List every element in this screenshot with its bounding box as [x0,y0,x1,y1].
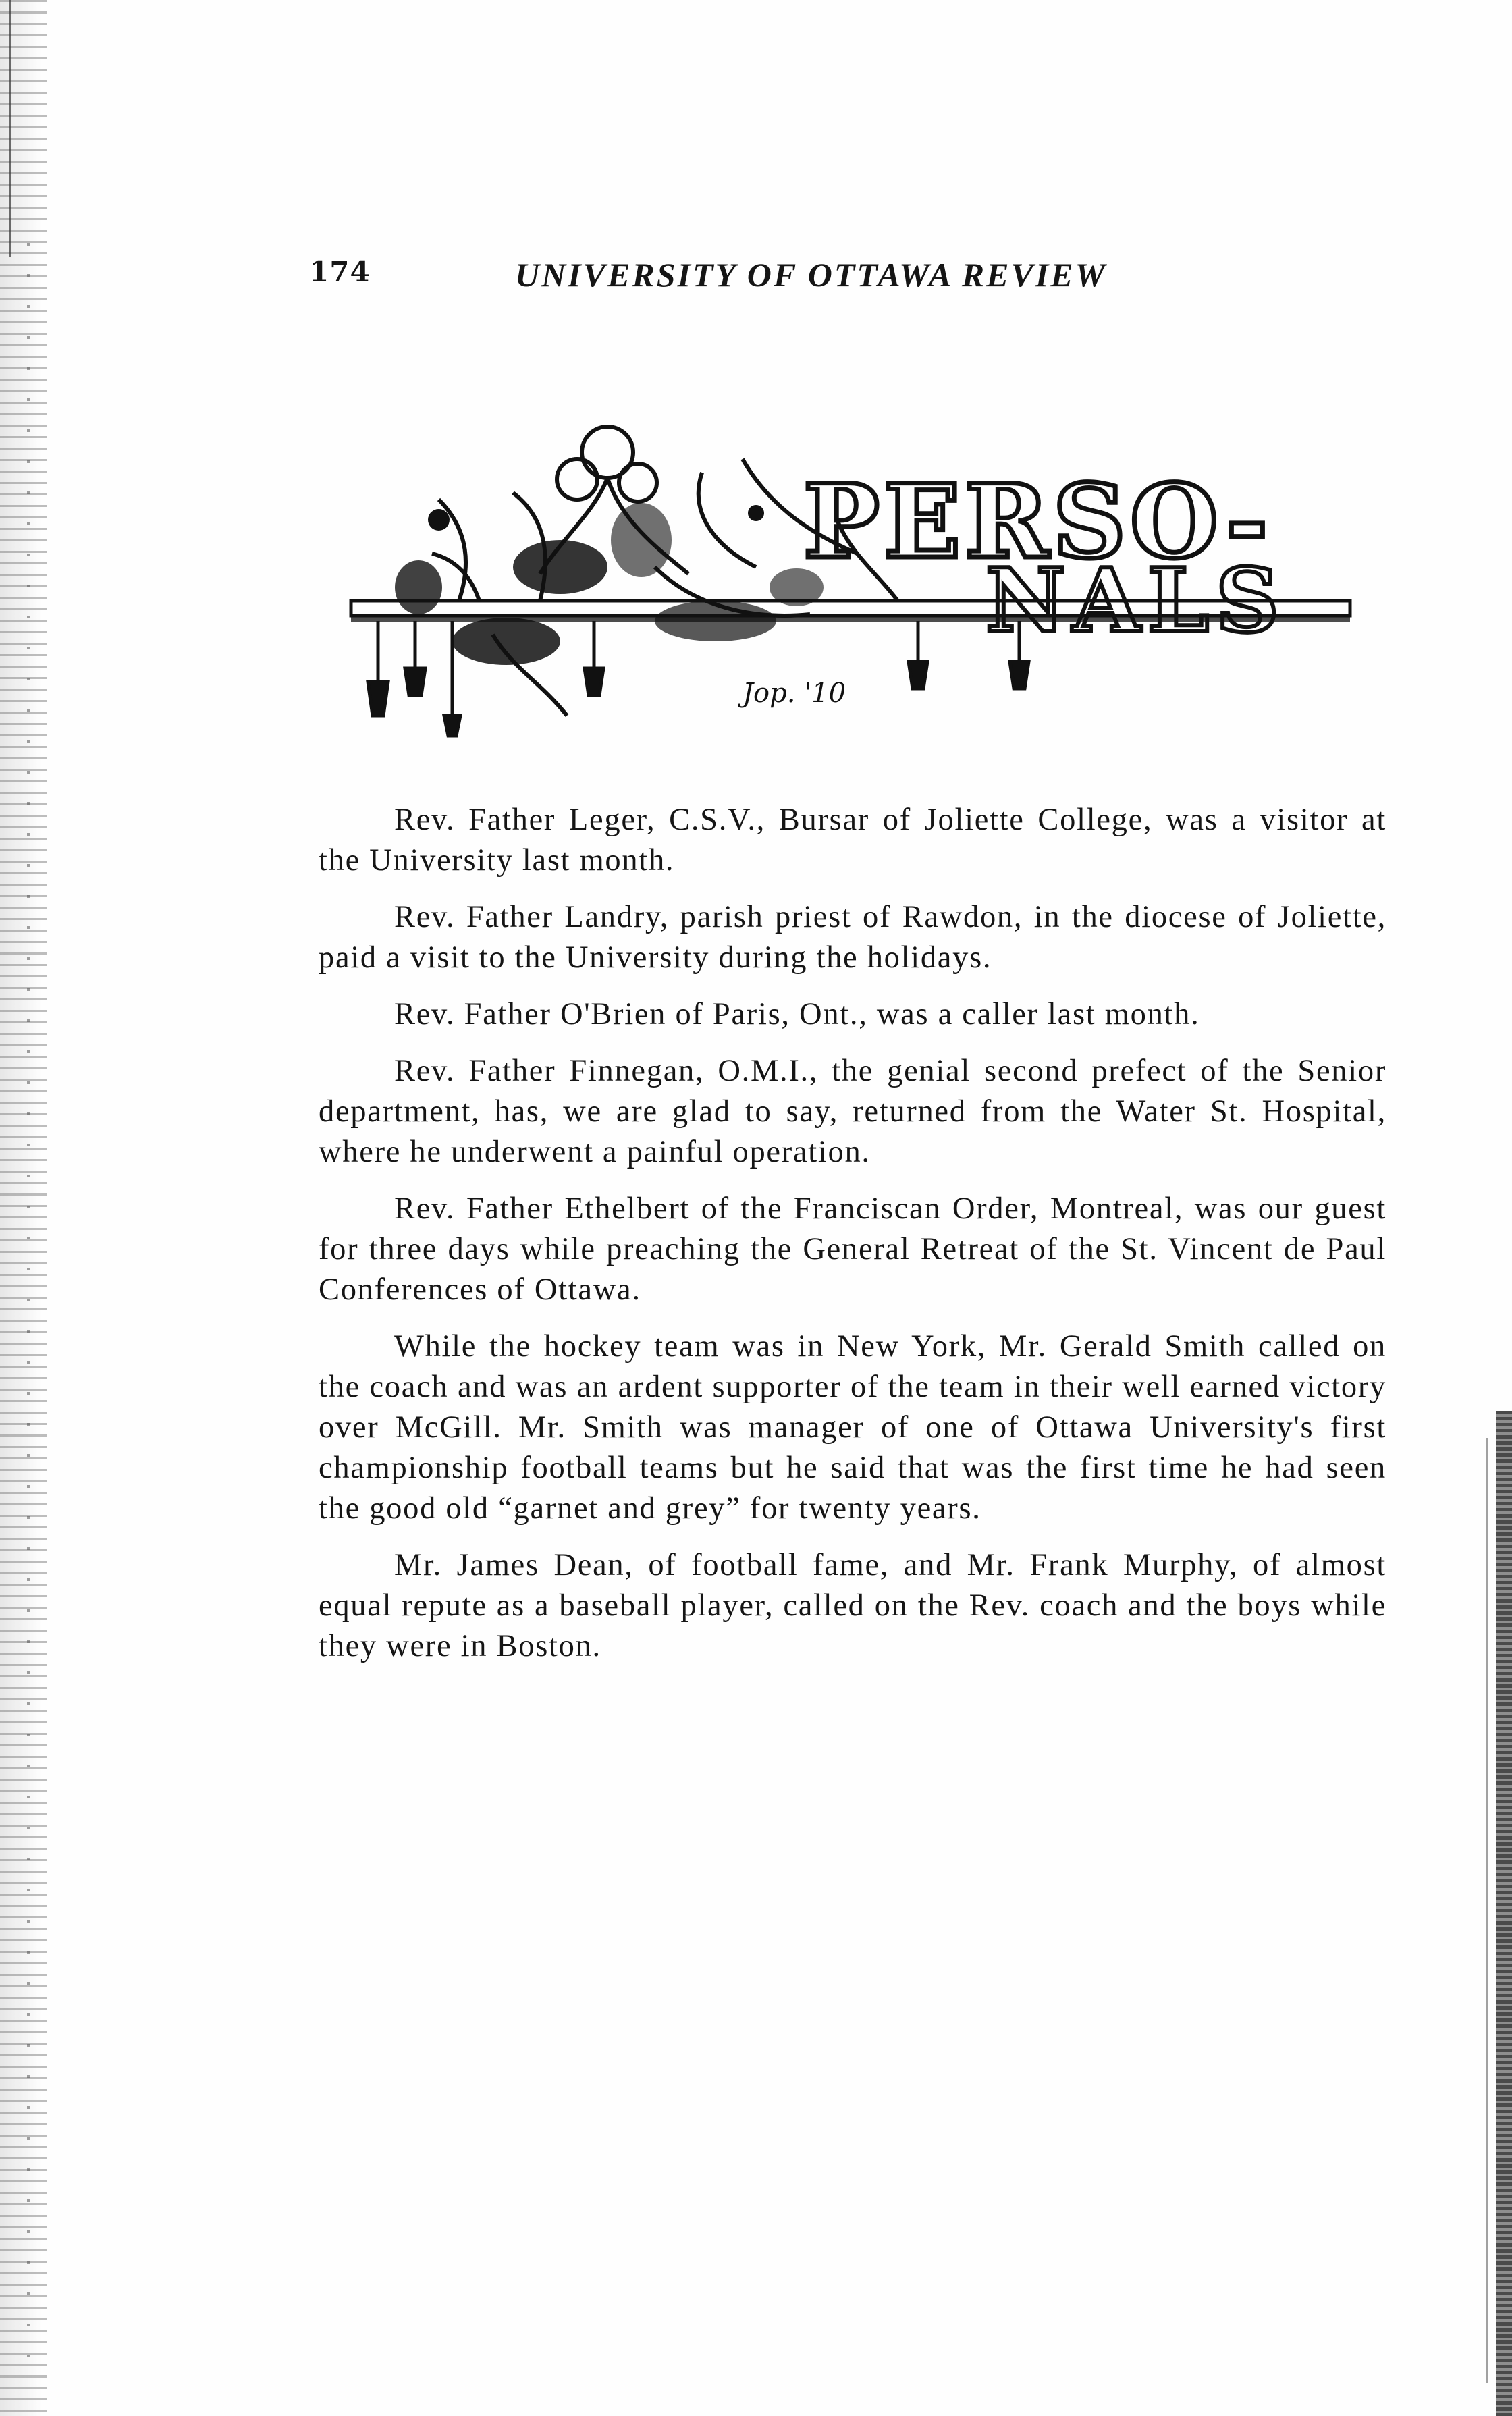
page-edge-rule [1486,1438,1488,2383]
section-headpiece-personals [338,398,1377,776]
paragraph: While the hockey team was in New York, Mr. Gerald Smith called on the coach and was an ardent supporter of the team in their well earned victory over McGill. Mr. Smith was manager of one of Ottawa University's first championship football teams but he said that was the first time he had seen the good old “garnet and grey” for twenty years. [319,1329,1386,1526]
svg-text:PERSO-: PERSO- [803,462,1272,581]
gutter-rule [9,0,11,257]
personals-article [319,800,1386,1683]
paragraph: Rev. Father Ethelbert of the Franciscan Order, Montreal, was our guest for three days while preaching the General Retreat of the St. Vincent de Paul Conferences of Ottawa. [319,1191,1386,1307]
page-number: 174 [309,255,371,288]
svg-text:NALS: NALS [986,549,1286,652]
paragraph: Mr. James Dean, of football fame, and Mr. Frank Murphy, of almost equal repute as a baseball player, called on the Rev. coach and the boys while they were in Boston. [319,1548,1386,1663]
page-edge-shadow [1496,1411,1512,2416]
personals-lettering [803,462,1286,652]
paragraph: Rev. Father Landry, parish priest of Rawdon, in the diocese of Joliette, paid a visit to the University during the holidays. [319,900,1386,975]
running-title: UNIVERSITY OF OTTAWA REVIEW [515,256,1108,294]
ornamental-banner [338,398,1377,776]
binding-gutter [0,0,47,2416]
paragraph: Rev. Father O'Brien of Paris, Ont., was a caller last month. [394,997,1200,1031]
gutter-specks [27,243,30,2369]
artist-signature: Jop. '10 [742,678,846,709]
paragraph: Rev. Father Leger, C.S.V., Bursar of Joliette College, was a visitor at the University last month. [319,803,1386,878]
running-head [309,255,1200,302]
paragraph: Rev. Father Finnegan, O.M.I., the genial second prefect of the Senior department, has, we are glad to say, returned from the Water St. Hospital, where he underwent a painful operation. [319,1054,1386,1169]
